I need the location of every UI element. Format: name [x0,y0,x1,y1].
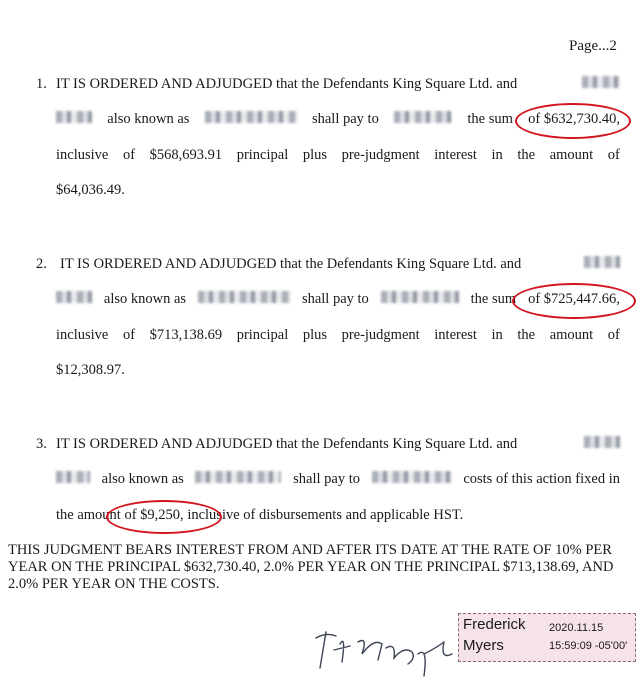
word: pre-judgment [341,147,420,163]
redacted-name [205,111,297,123]
item-line [60,256,620,273]
item-text: IT IS ORDERED AND ADJUDGED that the Defendants King Square Ltd. and [56,76,518,92]
redacted-name [584,256,620,268]
signature-date: 2020.11.15 [549,622,604,634]
item-text: the sum [467,111,513,127]
digital-signature-stamp [458,613,636,662]
highlight-oval [515,103,631,139]
word: plus [302,147,327,163]
word: amount [549,147,594,163]
item-text: costs of this action fixed in [463,471,620,487]
signer-last-name: Myers [463,637,504,654]
word: of [607,327,620,343]
signature-time: 15:59:09 -05'00' [549,640,628,652]
redacted-name [56,291,92,303]
redacted-name [198,291,290,303]
word: $713,138.69 [149,327,223,343]
word: inclusive [56,327,109,343]
word: of [607,147,620,163]
amount-text: of $9,250, [124,507,184,523]
item-line [56,436,620,453]
word: principal [236,327,289,343]
word: $568,693.91 [149,147,223,163]
item-text: the amount [56,507,121,523]
signer-first-name: Frederick [463,616,526,633]
word: of [122,147,136,163]
word: interest [434,147,477,163]
redacted-name [381,291,459,303]
amount-text: of $632,730.40, [528,111,620,127]
word: pre-judgment [341,327,420,343]
word: plus [302,327,327,343]
item-text: the sum [470,291,517,307]
word: in [491,327,503,343]
item-text: also known as [107,111,190,127]
word: interest [434,327,477,343]
redacted-name [56,111,92,123]
handwritten-signature [312,624,462,684]
item-number: 3. [36,436,47,452]
item-number: 1. [36,76,47,92]
redacted-name [394,111,452,123]
highlight-oval [106,500,222,534]
item-text: inclusive of disbursements and applicable HST. [187,507,464,523]
word: principal [236,147,289,163]
redacted-name [584,436,620,448]
redacted-name [195,471,281,483]
item-line [56,471,620,488]
redacted-name [582,76,620,88]
item-text: shall pay to [293,471,360,487]
item-line [56,147,620,164]
redacted-name [56,471,90,483]
redacted-name [372,471,452,483]
amount-text: of $725,447.66, [528,291,620,307]
interest-notice: THIS JUDGMENT BEARS INTEREST FROM AND AFTER ITS DATE AT THE RATE OF 10% PER YEAR ON THE PRINCIPAL $632,730.40, 2.0% PER YEAR ON THE PRINCIPAL $713,138.69, AND 2.0% PER YEAR ON THE COSTS. [8,542,614,592]
word: in [491,147,503,163]
item-line: $64,036.49. [56,182,125,198]
item-text: shall pay to [311,111,379,127]
word: the [517,147,536,163]
item-number: 2. [36,256,47,272]
item-text: shall pay to [301,291,369,307]
word: of [122,327,136,343]
word: inclusive [56,147,109,163]
page-number: Page...2 [569,38,617,54]
item-line [56,327,620,344]
item-text: also known as [103,291,187,307]
item-text: IT IS ORDERED AND ADJUDGED that the Defendants King Square Ltd. and [56,436,518,452]
item-line [56,76,620,93]
item-text: also known as [101,471,184,487]
item-text: IT IS ORDERED AND ADJUDGED that the Defendants King Square Ltd. and [60,256,522,272]
item-line: $12,308.97. [56,362,125,378]
word: amount [549,327,594,343]
highlight-oval [512,283,636,319]
word: the [517,327,536,343]
